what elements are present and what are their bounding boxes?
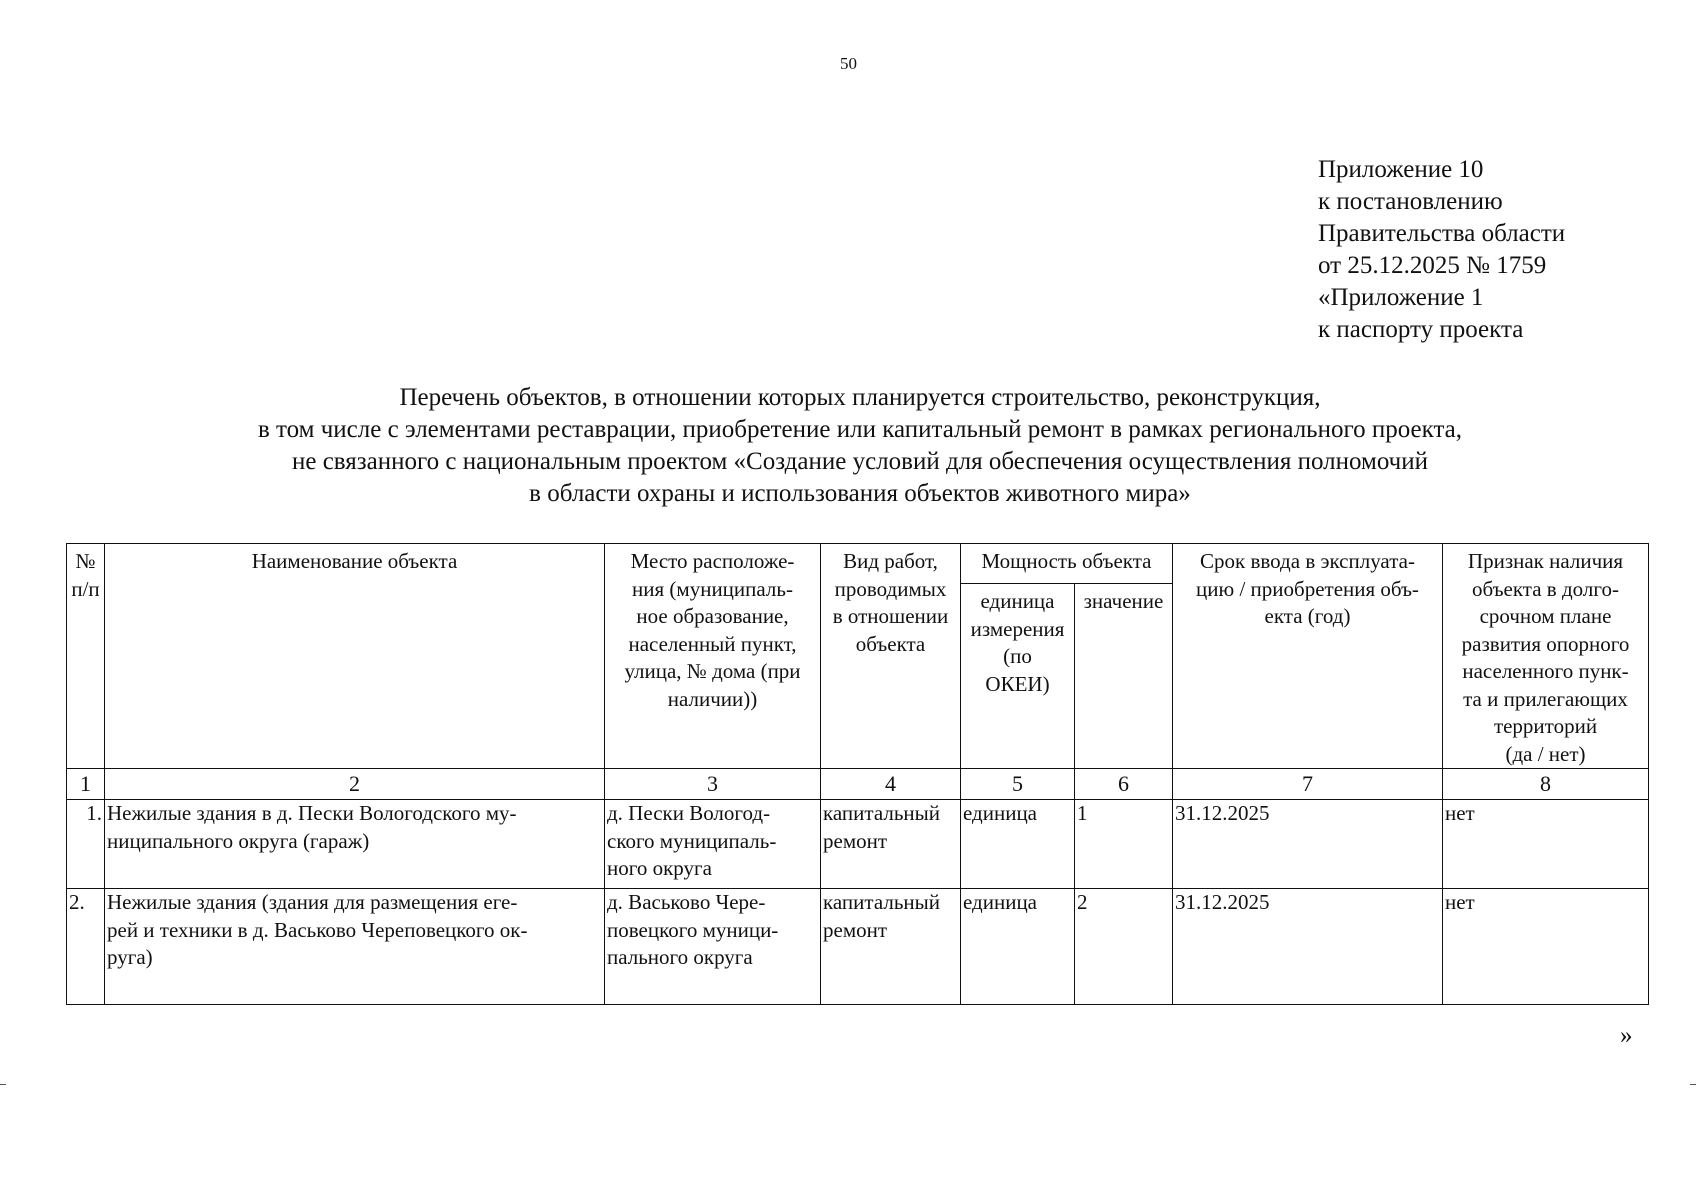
commission-date: 31.12.2025 [1173, 889, 1443, 1005]
header-work-type: Вид работ, проводимых в отношении объекта [821, 544, 961, 769]
column-number: 6 [1075, 769, 1173, 800]
column-number: 5 [961, 769, 1075, 800]
column-number: 3 [605, 769, 821, 800]
header-capacity: Мощность объекта [961, 544, 1173, 584]
header-row [67, 544, 1649, 584]
capacity-unit: единица [961, 800, 1075, 889]
appendix-line: к постановлению [1318, 188, 1503, 215]
header-value: значение [1075, 584, 1173, 769]
column-number: 4 [821, 769, 961, 800]
appendix-line: «Приложение 1 [1318, 284, 1484, 311]
appendix-line: к паспорту проекта [1318, 316, 1524, 343]
title-line: в том числе с элементами реставрации, приобретение или капитальный ремонт в рамках регионального проекта, [257, 416, 1463, 443]
page-number: 50 [840, 54, 857, 73]
objects-table [66, 543, 1649, 1005]
scan-edge-mark [0, 1084, 6, 1085]
column-number: 7 [1173, 769, 1443, 800]
title-line: Перечень объектов, в отношении которых планируется строительство, реконструкция, [399, 384, 1321, 411]
appendix-line: Правительства области [1318, 220, 1566, 247]
work-type: капитальный ремонт [821, 889, 961, 1005]
object-location: д. Пески Вологод- ского муниципаль- ного округа [605, 800, 821, 889]
row-number: 2. [67, 889, 105, 1005]
object-name: Нежилые здания в д. Пески Вологодского му- ниципального округа (гараж) [105, 800, 605, 889]
header-unit: единица измерения (по ОКЕИ) [961, 584, 1075, 769]
scan-edge-mark [1690, 1084, 1696, 1085]
title-line: не связанного с национальным проектом «Создание условий для обеспечения осуществления полномочий [291, 448, 1429, 475]
header-commission-date: Срок ввода в эксплуата- цию / приобретения объ- екта (год) [1173, 544, 1443, 769]
appendix-line: от 25.12.2025 № 1759 [1318, 252, 1547, 279]
capacity-unit: единица [961, 889, 1075, 1005]
commission-date: 31.12.2025 [1173, 800, 1443, 889]
work-type: капитальный ремонт [821, 800, 961, 889]
appendix-reference [1318, 154, 1565, 346]
header-location: Место расположе- ния (муниципаль- ное образование, населенный пункт, улица, № дома (при наличии)) [605, 544, 821, 769]
column-number: 1 [67, 769, 105, 800]
column-number: 8 [1443, 769, 1649, 800]
object-location: д. Васьково Чере- повецкого муници- пального округа [605, 889, 821, 1005]
long-term-plan-flag: нет [1443, 889, 1649, 1005]
column-numbers-row [67, 769, 1649, 800]
capacity-value: 2 [1075, 889, 1173, 1005]
appendix-line: Приложение 10 [1318, 156, 1484, 183]
column-number: 2 [105, 769, 605, 800]
row-number: 1. [67, 800, 105, 889]
header-object-name: Наименование объекта [105, 544, 605, 769]
object-name: Нежилые здания (здания для размещения еге- рей и техники в д. Васьково Череповецкого ок- руга) [105, 889, 605, 1005]
title-line: в области охраны и использования объектов животного мира» [529, 480, 1191, 507]
document-title [0, 382, 1697, 510]
long-term-plan-flag: нет [1443, 800, 1649, 889]
table-row [67, 889, 1649, 1005]
header-num: № п/п [67, 544, 105, 769]
closing-quote: » [1620, 1022, 1633, 1049]
table-row [67, 800, 1649, 889]
header-long-term-plan: Признак наличия объекта в долго- срочном плане развития опорного населенного пунк- та и прилегающих территорий (да / нет) [1443, 544, 1649, 769]
capacity-value: 1 [1075, 800, 1173, 889]
